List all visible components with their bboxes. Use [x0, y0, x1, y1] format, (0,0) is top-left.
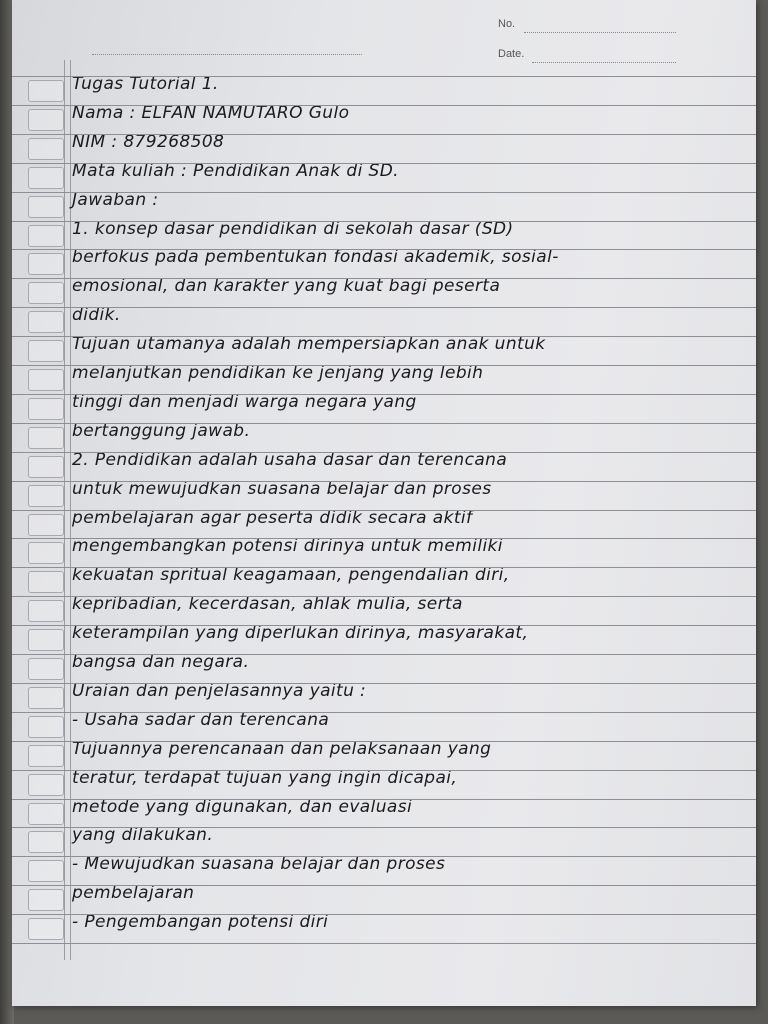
- margin-box: [28, 629, 64, 651]
- ruled-line: [12, 365, 756, 366]
- notebook-page: [12, 0, 756, 1006]
- margin-box: [28, 167, 64, 189]
- margin-box: [28, 369, 64, 391]
- margin-box: [28, 80, 64, 102]
- ruled-line: [12, 654, 756, 655]
- ruled-line: [12, 105, 756, 106]
- handwritten-line: 2. Pendidikan adalah usaha dasar dan terencana: [72, 450, 508, 470]
- margin-box: [28, 340, 64, 362]
- margin-box: [28, 687, 64, 709]
- handwritten-line: emosional, dan karakter yang kuat bagi peserta: [72, 276, 501, 296]
- handwritten-line: pembelajaran: [72, 883, 195, 903]
- margin-box: [28, 138, 64, 160]
- handwritten-line: Nama : ELFAN NAMUTARO Gulo: [72, 103, 350, 123]
- margin-box: [28, 109, 64, 131]
- margin-box: [28, 398, 64, 420]
- margin-box: [28, 831, 64, 853]
- handwritten-line: Uraian dan penjelasannya yaitu :: [72, 681, 367, 701]
- ruled-line: [12, 510, 756, 511]
- ruled-line: [12, 423, 756, 424]
- margin-box: [28, 542, 64, 564]
- margin-box: [28, 571, 64, 593]
- handwritten-line: mengembangkan potensi dirinya untuk memiliki: [72, 536, 503, 556]
- margin-box: [28, 253, 64, 275]
- ruled-line: [12, 307, 756, 308]
- handwritten-line: melanjutkan pendidikan ke jenjang yang lebih: [72, 363, 484, 383]
- margin-box: [28, 282, 64, 304]
- margin-box: [28, 774, 64, 796]
- handwritten-line: Mata kuliah : Pendidikan Anak di SD.: [72, 161, 399, 181]
- ruled-line: [12, 336, 756, 337]
- ruled-line: [12, 596, 756, 597]
- ruled-line: [12, 914, 756, 915]
- ruled-line: [12, 567, 756, 568]
- handwritten-line: Tugas Tutorial 1.: [72, 74, 219, 94]
- handwritten-line: Jawaban :: [72, 190, 159, 210]
- ruled-line: [12, 885, 756, 886]
- handwritten-line: yang dilakukan.: [72, 825, 214, 845]
- handwritten-line: tinggi dan menjadi warga negara yang: [72, 392, 417, 412]
- ruled-line: [12, 683, 756, 684]
- handwritten-line: - Usaha sadar dan terencana: [72, 710, 330, 730]
- margin-box: [28, 918, 64, 940]
- ruled-line: [12, 278, 756, 279]
- margin-box: [28, 514, 64, 536]
- handwritten-line: NIM : 879268508: [72, 132, 225, 152]
- handwritten-line: bertanggung jawab.: [72, 421, 251, 441]
- handwritten-line: - Pengembangan potensi diri: [72, 912, 329, 932]
- ruled-line: [12, 192, 756, 193]
- ruled-line: [12, 249, 756, 250]
- margin-box: [28, 456, 64, 478]
- ruled-line: [12, 163, 756, 164]
- ruled-line: [12, 394, 756, 395]
- margin-box: [28, 745, 64, 767]
- margin-box: [28, 716, 64, 738]
- ruled-line: [12, 799, 756, 800]
- margin-box: [28, 311, 64, 333]
- handwritten-line: untuk mewujudkan suasana belajar dan proses: [72, 479, 492, 499]
- ruled-line: [12, 538, 756, 539]
- ruled-line: [12, 827, 756, 828]
- margin-box: [28, 658, 64, 680]
- handwritten-line: Tujuan utamanya adalah mempersiapkan anak untuk: [72, 334, 546, 354]
- margin-box: [28, 860, 64, 882]
- handwritten-line: didik.: [72, 305, 121, 325]
- margin-box: [28, 889, 64, 911]
- margin-box: [28, 485, 64, 507]
- ruled-line: [12, 770, 756, 771]
- date-label: Date.: [498, 48, 525, 60]
- handwritten-line: berfokus pada pembentukan fondasi akademik, sosial-: [72, 247, 559, 267]
- handwritten-line: teratur, terdapat tujuan yang ingin dicapai,: [72, 768, 458, 788]
- handwritten-line: - Mewujudkan suasana belajar dan proses: [72, 854, 446, 874]
- handwritten-line: kepribadian, kecerdasan, ahlak mulia, serta: [72, 594, 463, 614]
- handwritten-line: 1. konsep dasar pendidikan di sekolah dasar (SD): [72, 219, 514, 239]
- handwritten-line: pembelajaran agar peserta didik secara aktif: [72, 508, 473, 528]
- handwritten-line: Tujuannya perencanaan dan pelaksanaan yang: [72, 739, 492, 759]
- ruled-line: [12, 625, 756, 626]
- ruled-line: [12, 452, 756, 453]
- handwritten-line: kekuatan spritual keagamaan, pengendalian diri,: [72, 565, 510, 585]
- no-label: No.: [498, 18, 516, 30]
- margin-box: [28, 427, 64, 449]
- margin-box: [28, 196, 64, 218]
- handwritten-line: keterampilan yang diperlukan dirinya, masyarakat,: [72, 623, 529, 643]
- ruled-line: [12, 481, 756, 482]
- ruled-line: [12, 76, 756, 77]
- ruled-line: [12, 741, 756, 742]
- ruled-line: [12, 134, 756, 135]
- ruled-line: [12, 712, 756, 713]
- margin-box: [28, 600, 64, 622]
- ruled-line: [12, 221, 756, 222]
- handwritten-line: bangsa dan negara.: [72, 652, 250, 672]
- margin-box: [28, 225, 64, 247]
- handwritten-line: metode yang digunakan, dan evaluasi: [72, 797, 413, 817]
- ruled-line: [12, 943, 756, 944]
- margin-box: [28, 803, 64, 825]
- ruled-line: [12, 856, 756, 857]
